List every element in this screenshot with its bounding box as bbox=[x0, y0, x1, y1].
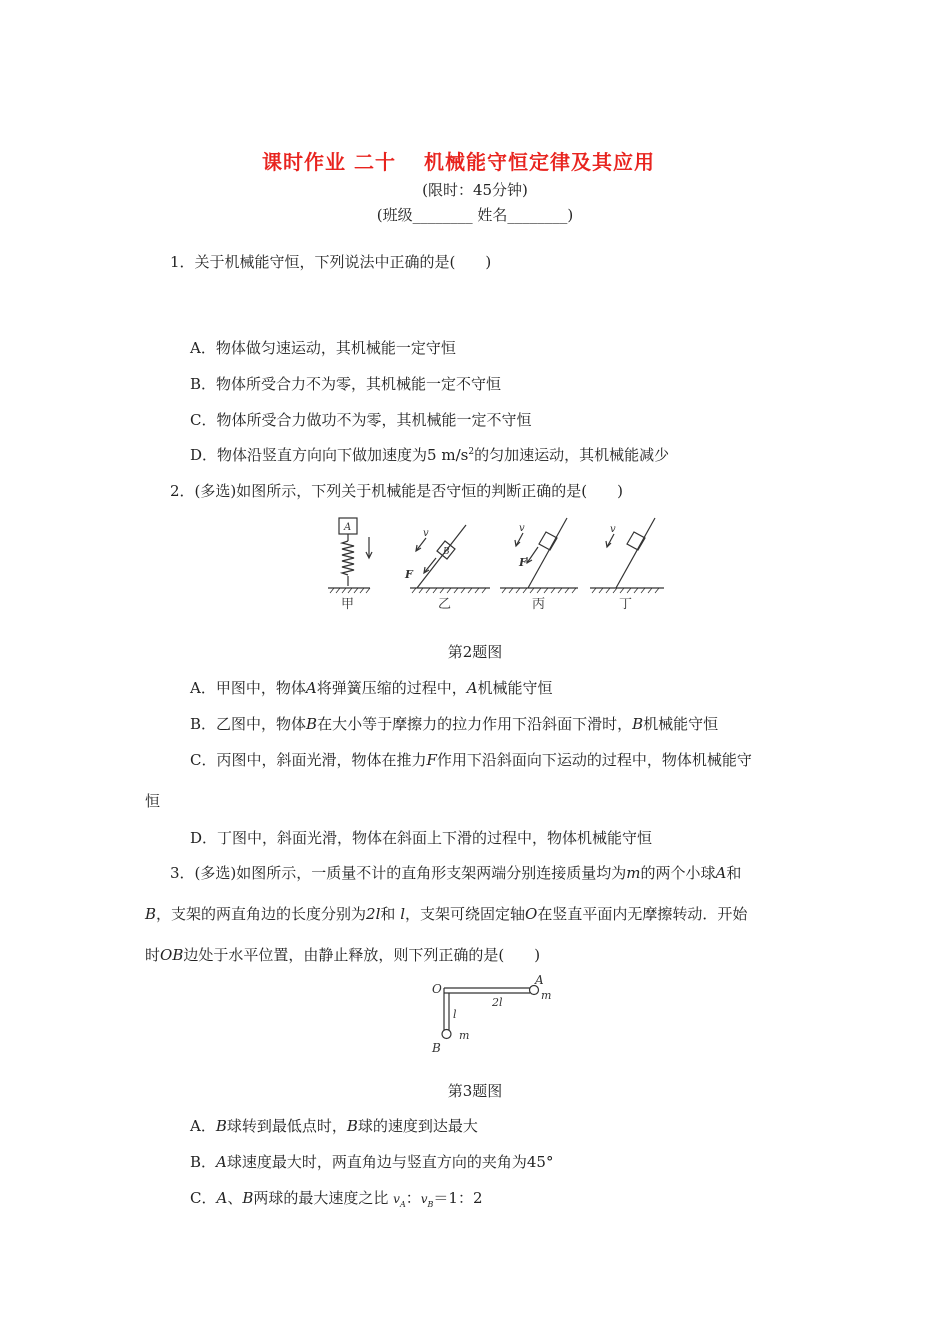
q3-option-b bbox=[190, 1151, 553, 1172]
q1-option-d bbox=[190, 444, 669, 465]
q3-l2-var-o: O bbox=[525, 905, 538, 923]
q3-option-c-var-b: B bbox=[242, 1189, 254, 1207]
q2-option-b bbox=[190, 713, 718, 734]
q2-option-c-continued: 恒 bbox=[145, 792, 161, 810]
q2-figure bbox=[0, 512, 950, 612]
label-block-a: A bbox=[344, 522, 352, 533]
q3-option-c-t2: 、 bbox=[227, 1189, 243, 1207]
q2-option-c-var1: F bbox=[426, 751, 437, 769]
q3-figure-caption: 第3题图 bbox=[447, 1082, 503, 1100]
v-arrow-yi bbox=[416, 538, 426, 551]
q2-option-b-t1: B．乙图中，物体 bbox=[190, 715, 307, 733]
q1-option-c: C．物体所受合力做功不为零，其机械能一定不守恒 bbox=[190, 411, 532, 429]
label-o: O bbox=[432, 982, 442, 996]
q3-option-c-ratio: ＝1：2 bbox=[433, 1189, 483, 1207]
q3-l1-var-a: A bbox=[715, 864, 727, 882]
q3-option-c-vb-sub: B bbox=[427, 1200, 434, 1209]
q3-l2-t3: ，支架可绕固定轴 bbox=[405, 905, 526, 923]
q2-option-b-t3: 机械能守恒 bbox=[643, 715, 719, 733]
q3-option-a-t2: 球转到最低点时， bbox=[226, 1117, 347, 1135]
q3-l2-var-b: B bbox=[145, 905, 157, 923]
q2-option-a-var2: A bbox=[466, 679, 478, 697]
q3-option-c-va: v bbox=[393, 1192, 400, 1206]
q3-option-b-t2: 球速度最大时，两直角边与竖直方向的夹角为45° bbox=[226, 1153, 554, 1171]
q3-l2-var-l: l bbox=[400, 905, 405, 923]
v-arrow-ding bbox=[607, 534, 614, 547]
q3-l1-t2: 的两个小球 bbox=[640, 864, 716, 882]
q2-option-a-t2: 将弹簧压缩的过程中， bbox=[316, 679, 467, 697]
f-arrow-bing bbox=[527, 547, 538, 563]
q3-l1-var-m: m bbox=[626, 864, 641, 882]
label-v-bing: v bbox=[519, 523, 525, 534]
label-f-bing: F bbox=[519, 556, 527, 569]
q3-option-a-t1: A． bbox=[190, 1117, 216, 1135]
q3-option-a-var2: B bbox=[346, 1117, 358, 1135]
label-bing: 丙 bbox=[532, 597, 546, 612]
q3-option-a bbox=[190, 1115, 478, 1136]
label-a: A bbox=[535, 973, 544, 987]
label-yi: 乙 bbox=[438, 597, 452, 612]
incline-ding bbox=[616, 518, 655, 588]
label-block-b: B bbox=[443, 547, 450, 557]
q2-option-c-t1: C．丙图中，斜面光滑，物体在推力 bbox=[190, 751, 427, 769]
q3-option-c-colon: ： bbox=[405, 1189, 421, 1207]
q3-l2-var-2l: 2l bbox=[366, 905, 381, 923]
q3-l3-t2: 边处于水平位置，由静止释放，则下列正确的是( ) bbox=[183, 946, 541, 964]
q2-stem: 2．(多选)如图所示，下列关于机械能是否守恒的判断正确的是( ) bbox=[170, 482, 623, 500]
q1-option-d-text: D．物体沿竖直方向向下做加速度为5 m/s bbox=[190, 446, 469, 464]
label-l: l bbox=[453, 1008, 457, 1021]
label-v-ding: v bbox=[610, 524, 616, 535]
q1-option-d-exponent: 2 bbox=[468, 447, 475, 457]
figure-bing bbox=[500, 518, 578, 593]
q3-line-2 bbox=[145, 903, 747, 924]
q2-option-b-t2: 在大小等于摩擦力的拉力作用下沿斜面下滑时， bbox=[317, 715, 633, 733]
figure-ding bbox=[590, 518, 664, 593]
q2-option-b-var1: B bbox=[306, 715, 318, 733]
page-title bbox=[262, 146, 655, 175]
q3-option-b-t1: B． bbox=[190, 1153, 217, 1171]
q3-option-c-va-sub: A bbox=[399, 1200, 406, 1209]
q2-option-a-var1: A bbox=[305, 679, 317, 697]
q3-option-c-t1: C． bbox=[190, 1189, 217, 1207]
q3-option-c-var-a: A bbox=[216, 1189, 228, 1207]
q3-l3-var-ob: OB bbox=[160, 946, 184, 964]
q3-option-c-t3: 两球的最大速度之比 bbox=[253, 1189, 394, 1207]
v-arrow-bing bbox=[516, 533, 523, 546]
q2-option-a bbox=[190, 677, 553, 698]
label-v-yi: v bbox=[423, 528, 429, 539]
q3-line-1 bbox=[170, 862, 741, 883]
label-m-a: m bbox=[541, 989, 552, 1002]
q3-l2-t4: 在竖直平面内无摩擦转动．开始 bbox=[537, 905, 748, 923]
q2-option-c-t2: 作用下沿斜面向下运动的过程中，物体机械能守 bbox=[436, 751, 752, 769]
q3-figure bbox=[0, 975, 950, 1065]
label-b: B bbox=[432, 1041, 441, 1055]
title-topic: 机械能守恒定律及其应用 bbox=[423, 150, 655, 174]
q3-l3-t1: 时 bbox=[145, 946, 161, 964]
q2-option-c bbox=[190, 749, 752, 770]
q3-l2-t1: ，支架的两直角边的长度分别为 bbox=[156, 905, 367, 923]
q3-l1-t3: 和 bbox=[726, 864, 742, 882]
q2-figure-caption: 第2题图 bbox=[447, 643, 503, 661]
q3-line-3 bbox=[145, 944, 540, 965]
time-limit: (限时：45分钟) bbox=[422, 181, 528, 199]
label-m-b: m bbox=[459, 1029, 470, 1042]
q2-option-d: D．丁图中，斜面光滑，物体在斜面上下滑的过程中，物体机械能守恒 bbox=[190, 829, 653, 847]
q2-option-a-t3: 机械能守恒 bbox=[477, 679, 553, 697]
q1-stem: 1．关于机械能守恒，下列说法中正确的是( ) bbox=[170, 253, 492, 271]
label-ding: 丁 bbox=[619, 597, 633, 612]
q1-option-a: A．物体做匀速运动，其机械能一定守恒 bbox=[190, 339, 456, 357]
label-jia: 甲 bbox=[341, 597, 355, 612]
q3-l1-t1: 3．(多选)如图所示，一质量不计的直角形支架两端分别连接质量均为 bbox=[170, 864, 627, 882]
q3-option-a-var1: B bbox=[215, 1117, 227, 1135]
q2-option-a-t1: A．甲图中，物体 bbox=[190, 679, 306, 697]
class-name-line: (班级________ 姓名________) bbox=[376, 206, 574, 224]
q1-option-d-text-end: 的匀加速运动，其机械能减少 bbox=[474, 446, 670, 464]
q3-option-c-vb: v bbox=[420, 1192, 428, 1206]
figure-yi bbox=[410, 525, 490, 593]
ball-b bbox=[442, 1030, 451, 1039]
label-f-yi: F bbox=[405, 568, 413, 581]
q1-option-b: B．物体所受合力不为零，其机械能一定不守恒 bbox=[190, 375, 502, 393]
q3-option-c bbox=[190, 1187, 483, 1209]
spring bbox=[342, 541, 354, 575]
q2-option-b-var2: B bbox=[632, 715, 644, 733]
q3-l2-t2: 和 bbox=[380, 905, 396, 923]
q3-option-a-t3: 球的速度到达最大 bbox=[357, 1117, 478, 1135]
label-2l: 2l bbox=[492, 996, 503, 1009]
title-lesson: 课时作业 二十 bbox=[262, 150, 396, 174]
q3-option-b-var1: A bbox=[216, 1153, 227, 1171]
